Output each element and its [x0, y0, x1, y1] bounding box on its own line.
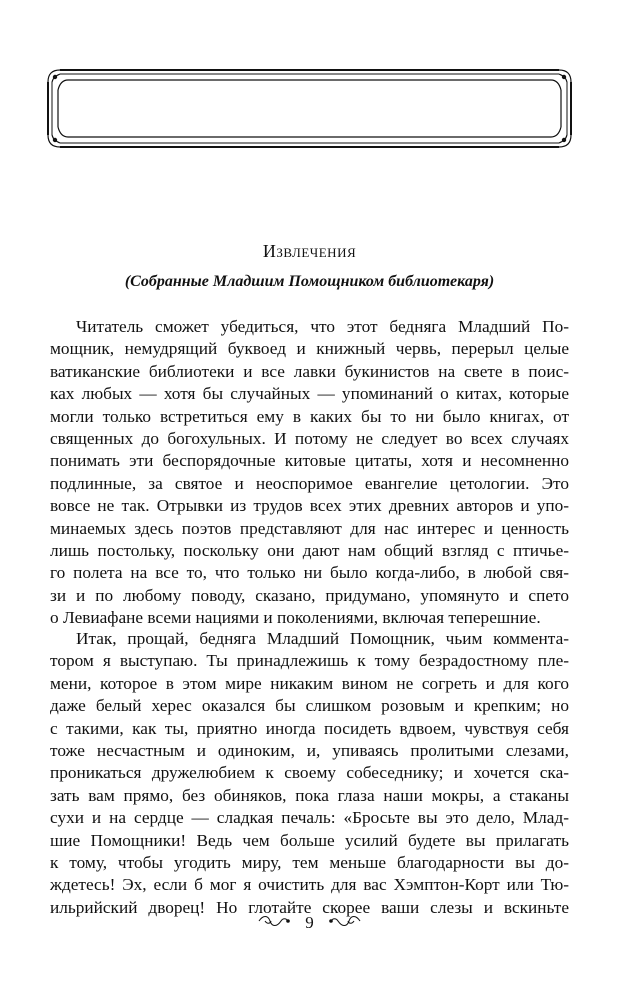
text-line: ках любых — хотя бы случайных — упоминаний о китах, которые	[50, 384, 569, 404]
text-line: о Левиафане всеми нациями и поколениями, включая теперешние.	[50, 608, 541, 628]
text-line: ильрийский дворец! Но глотайте скорее ваши слезы и вскиньте	[50, 897, 569, 917]
paragraph-1	[50, 316, 569, 629]
decorative-frame	[46, 68, 573, 149]
text-line: мощник, немудрящий буквоед и книжный червь, перерыл целые	[50, 339, 569, 359]
text-line: Итак, прощай, бедняга Младший Помощник, чьим коммента-	[76, 629, 569, 648]
text-line: проникаться дружелюбием к своему собеседнику; и хочется ска-	[50, 763, 569, 783]
text-line: ватиканские библиотеки и все лавки букинистов на свете в поис-	[50, 361, 569, 381]
text-line: тором я выступаю. Ты принадлежишь к тому безрадостному пле-	[50, 651, 569, 671]
text-line: вовсе не так. Отрывки из трудов всех этих древних авторов и упо-	[50, 496, 569, 516]
text-line: священных до богохульных. И потому не следует во всех случаях	[50, 428, 569, 448]
text-line: Читатель сможет убедиться, что этот бедняга Младший По-	[76, 317, 569, 336]
text-line: лишь постольку, поскольку они дают нам общий взгляд с птичье-	[50, 540, 569, 560]
paragraph-2	[50, 628, 569, 919]
text-line: могли только встретиться ему в каких бы то ни было книгах, от	[50, 406, 569, 426]
text-line: тоже несчастным и одиноким, и, упиваясь пролитыми слезами,	[50, 740, 569, 760]
text-line: подлинные, за святое и неоспоримое евангелие цетологии. Это	[50, 473, 569, 493]
page-number: 9	[305, 913, 314, 933]
flourish-left-icon	[257, 913, 291, 933]
text-line: сухи и на сердце — сладкая печаль: «Бросьте вы это дело, Млад-	[50, 808, 569, 828]
text-line: шие Помощники! Ведь чем больше усилий будете вы прилагать	[50, 830, 569, 850]
section-subtitle: (Собранные Младшим Помощником библиотекаря)	[124, 273, 495, 290]
text-line: го полета на все то, что только ни было когда-либо, в любой свя-	[50, 563, 569, 583]
text-line: ждетесь! Эх, если б мог я очистить для вас Хэмптон-Корт или Тю-	[50, 875, 569, 895]
frame-ornament	[46, 68, 573, 149]
flourish-right-icon	[328, 913, 362, 933]
text-line: зать вам прямо, без обиняков, пока глаза наши мокры, а стаканы	[50, 785, 569, 805]
text-line: минаемых здесь поэтов представляют для нас интерес и ценность	[50, 518, 569, 538]
page-footer	[0, 912, 619, 933]
text-line: к тому, чтобы угодить миру, тем меньше благодарности вы до-	[50, 852, 569, 872]
text-line: понимать эти беспорядочные китовые цитаты, хотя и несомненно	[50, 451, 569, 471]
text-line: даже белый херес оказался бы слишком розовым и крепким; но	[50, 696, 569, 716]
text-line: с такими, как ты, приятно иногда посидеть вдвоем, чувствуя себя	[50, 718, 569, 738]
text-line: зи и по любому поводу, сказано, придумано, упомянуто и спето	[50, 585, 569, 605]
section-title: Извлечения	[262, 241, 357, 261]
text-line: мени, которое в этом мире никаким вином не согреть и для кого	[50, 673, 569, 693]
